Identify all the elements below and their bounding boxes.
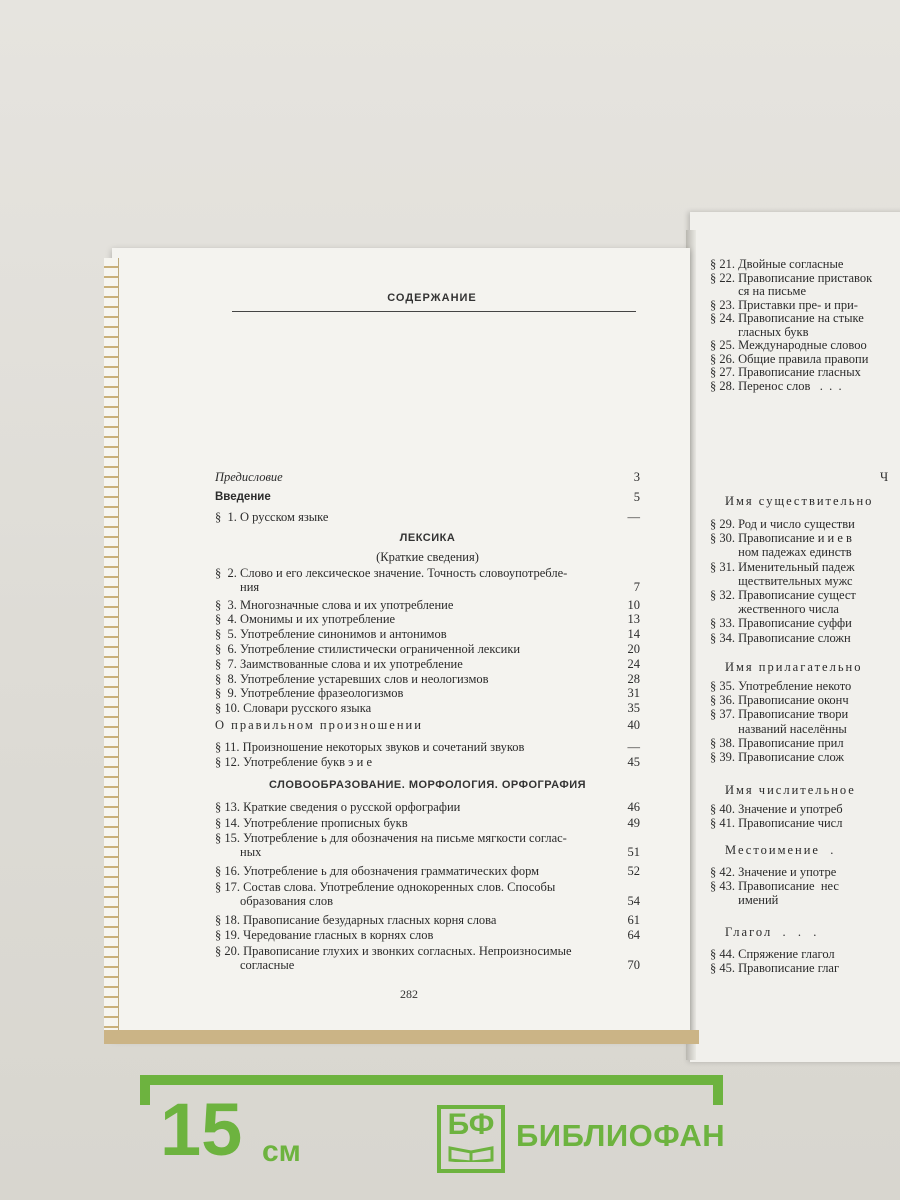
toc-entry-page: 54 — [627, 893, 640, 908]
toc-entry: § 25. Международные словоо — [710, 338, 867, 352]
book-binding — [104, 258, 119, 1036]
toc-entry-page: 13 — [627, 612, 640, 627]
toc-entry-text: § 7. Заимствованные слова и их употребление — [215, 656, 463, 671]
toc-entry: § 43. Правописание нес — [710, 879, 839, 894]
toc-entry: названий населённы — [710, 721, 847, 736]
ruler-number: 15 — [160, 1088, 243, 1171]
toc-entry-text: § 13. Краткие сведения о русской орфографии — [215, 800, 461, 814]
ruler-tick-left — [140, 1075, 150, 1105]
toc-entry: § 24. Правописание на стыке — [710, 311, 864, 325]
toc-entry-text: § 16. Употребление ь для обозначения грамматических форм — [215, 864, 540, 878]
toc-entry: § 23. Приставки пре- и при- — [710, 297, 858, 312]
section-heading: Глагол . . . — [725, 925, 819, 939]
toc-entry: § 45. Правописание глаг — [710, 961, 840, 976]
toc-entry: ществительных мужс — [710, 573, 853, 588]
toc-entry: жественного числа — [710, 602, 839, 617]
toc-entry-text: § 18. Правописание безударных гласных корня слова — [215, 912, 497, 927]
toc-entry: § 30. Правописание и и е в — [710, 531, 852, 546]
toc-entry: § 33. Правописание суффи — [710, 616, 852, 631]
section-heading: ЛЕКСИКА — [399, 532, 456, 544]
toc-entry: § 21. Двойные согласные — [710, 257, 844, 271]
toc-entry: § 35. Употребление некото — [710, 679, 852, 693]
toc-entry-page: 49 — [627, 815, 640, 830]
toc-entry-text: § 6. Употребление стилистически ограниченной лексики — [215, 642, 521, 656]
section-heading: Имя числительное — [725, 783, 856, 797]
toc-entry-text: § 10. Словари русского языка — [215, 701, 372, 716]
ruler-bar — [140, 1075, 723, 1085]
toc-entry-text: § 4. Омонимы и их употребление — [215, 612, 396, 627]
toc-entry-text: § 5. Употребление синонимов и антонимов — [215, 627, 447, 642]
section-subheading: (Краткие сведения) — [376, 550, 479, 564]
toc-entry-page: 14 — [627, 627, 640, 642]
toc-entry-page: 7 — [633, 580, 640, 594]
toc-entry: § 26. Общие правила правопи — [710, 351, 869, 366]
toc-entry-page: 10 — [627, 597, 640, 612]
section-heading: Имя существительно — [725, 494, 874, 508]
toc-entry-text: § 8. Употребление устаревших слов и неологизмов — [215, 671, 489, 686]
toc-entry-page: 31 — [627, 686, 640, 701]
toc-entry: § 41. Правописание числ — [710, 816, 843, 831]
toc-entry: § 36. Правописание оконч — [710, 693, 849, 708]
toc-entry-page: 35 — [627, 701, 640, 716]
toc-entry: ном падежах единств — [710, 545, 852, 560]
toc-entry-page: 28 — [627, 671, 640, 686]
toc-entry: гласных букв — [710, 324, 809, 339]
toc-entry-text: § 2. Слово и его лексическое значение. Точность словоупотребле- ния — [215, 566, 568, 594]
brand-name: БИБЛИОФАН — [516, 1118, 726, 1153]
toc-entry-text: § 17. Состав слова. Употребление однокоренных слов. Способы образования слов — [215, 879, 556, 908]
toc-entry: имений — [710, 893, 779, 908]
toc-entry: § 22. Правописание приставок — [710, 270, 873, 285]
toc-entry: § 32. Правописание сущест — [710, 588, 856, 602]
toc-entry: § 38. Правописание прил — [710, 735, 844, 750]
section-heading: СЛОВООБРАЗОВАНИЕ. МОРФОЛОГИЯ. ОРФОГРАФИЯ — [268, 779, 587, 791]
toc-entry-text: § 19. Чередование гласных в корнях слов — [215, 928, 434, 942]
toc-entry: § 42. Значение и употре — [710, 865, 837, 879]
book-icon — [448, 1146, 494, 1162]
toc-entry-page: 70 — [627, 957, 640, 972]
section-heading: Местоимение . — [725, 843, 836, 857]
toc-entry: § 27. Правописание гласных — [710, 365, 861, 379]
toc-entry: ся на письме — [710, 284, 806, 298]
page-title: СОДЕРЖАНИЕ — [387, 292, 477, 304]
toc-entry-page: 64 — [627, 928, 640, 942]
ruler-tick-right — [713, 1075, 723, 1105]
toc-entry: § 37. Правописание твори — [710, 707, 849, 722]
toc-entry: § 28. Перенос слов . . . — [710, 378, 842, 393]
toc-entry: § 39. Правописание слож — [710, 750, 845, 764]
section-heading: Имя прилагательно — [725, 660, 863, 674]
toc-entry-text: § 20. Правописание глухих и звонких согласных. Непроизносимые согласные — [215, 943, 572, 972]
toc-entry-page: 20 — [627, 642, 640, 656]
toc-entry-text: § 9. Употребление фразеологизмов — [215, 686, 404, 701]
toc-entry: § 34. Правописание сложн — [710, 630, 851, 645]
page-number: 282 — [400, 987, 418, 1001]
toc-entry: § 44. Спряжение глагол — [710, 947, 835, 961]
toc-entry-page: 46 — [627, 800, 640, 814]
brand-logo-letters: БФ — [447, 1108, 495, 1141]
toc-entry-page: 61 — [627, 912, 640, 927]
toc-entry: § 31. Именительный падеж — [710, 559, 855, 574]
toc-entry-text: § 3. Многозначные слова и их употребление — [215, 597, 454, 612]
toc-entry: § 29. Род и число существи — [710, 517, 855, 531]
toc-entry-text: § 15. Употребление ь для обозначения на письме мягкости соглас- ных — [215, 831, 567, 859]
ruler-unit: см — [262, 1135, 301, 1168]
toc-entry: § 40. Значение и употреб — [710, 802, 843, 816]
toc-entry-page: 52 — [627, 864, 640, 878]
chapter-letter: Ч — [880, 470, 891, 484]
title-rule — [232, 311, 636, 312]
book-cover-edge — [104, 1030, 699, 1044]
toc-entry-page: 24 — [627, 656, 640, 671]
toc-entry-text: § 14. Употребление прописных букв — [215, 815, 408, 830]
toc-entry-page: 51 — [627, 845, 640, 859]
